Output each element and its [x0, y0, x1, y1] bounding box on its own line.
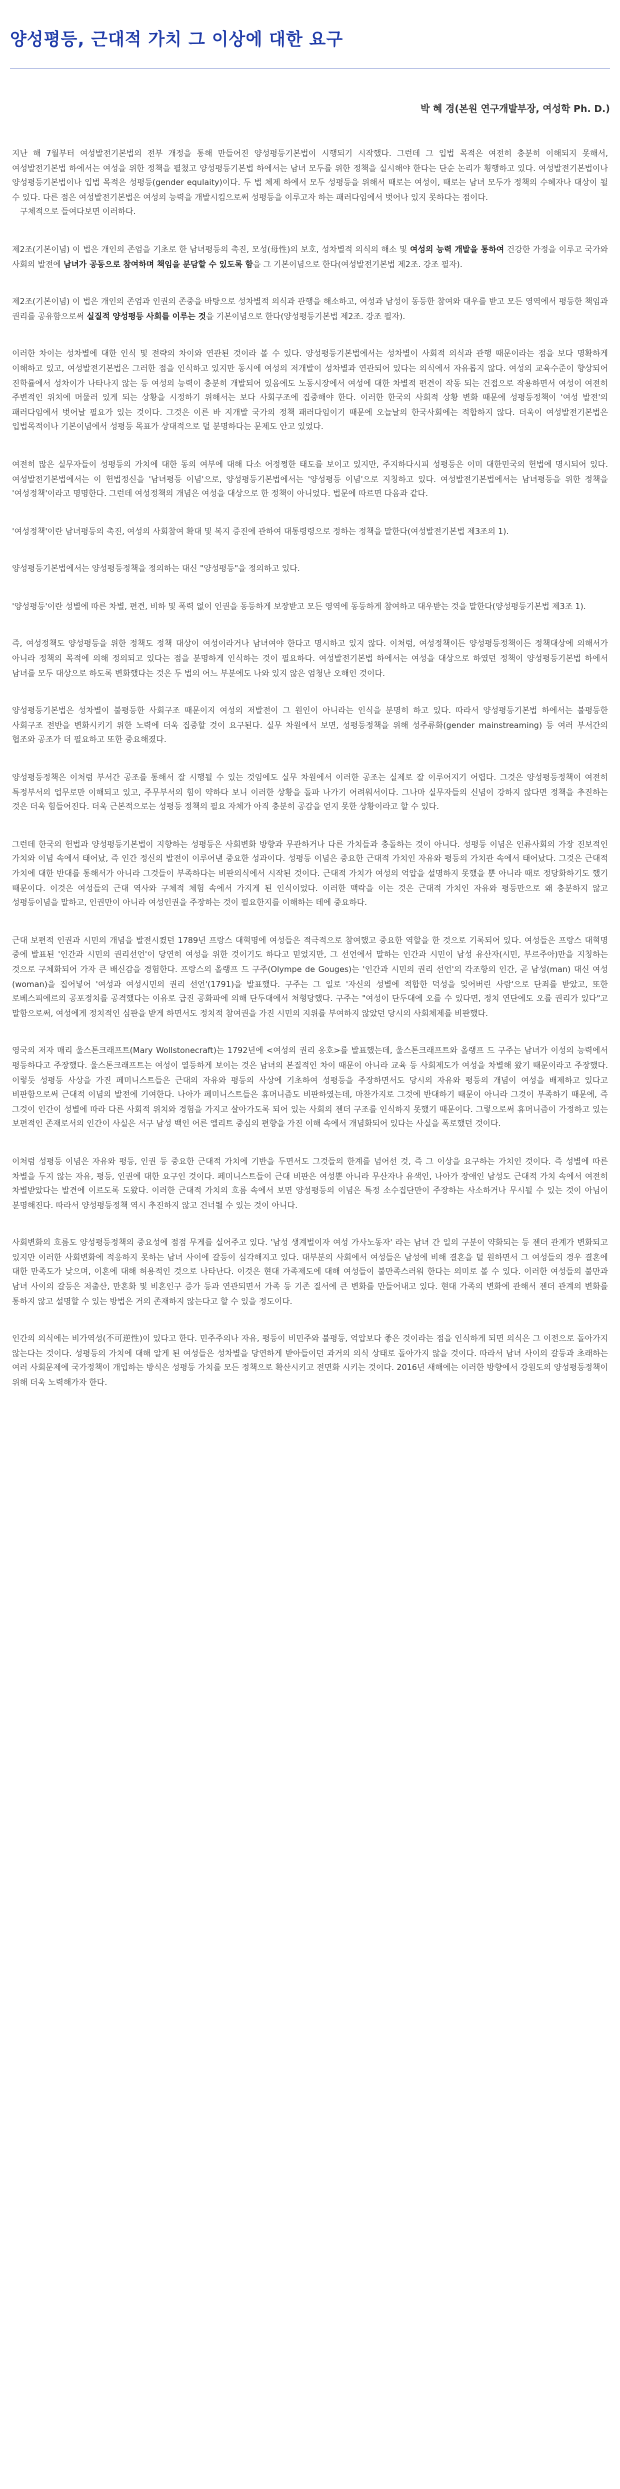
paragraph: [12, 347, 608, 435]
paragraph: [12, 562, 608, 577]
paragraph-text: 구체적으로 들여다보면 이러하다.: [20, 207, 136, 217]
paragraph-text: 영국의 저자 매리 울스톤크래프트(Mary Wollstonecraft)는 1792년에 <여성의 권리 옹호>를 발표했는데, 울스톤크래프트와 올랭프 드 구주는 남녀가 이성의 능력에서 평등하다고 주장했다. 울스톤크래프트는 여성이 열등하게 보이는 것은 남녀의 본질적인 차이 때문이 아니라 교육 등 사회제도가 여성을 차별해 왔기 때문이라고 주장했다. 이렇듯 성평등 사상을 가진 페미니스트들은 근대의 자유와 평등의 사상에 기초하여 성평등을 주장하면서도 당시의 자유와 평등의 개념이 여성을 배제하고 있다고 비판함으로써 근대적 이념의 발전에 기여한다. 나아가 페미니스트들은 휴머니즘도 비판하였는데, 마찬가지로 그것에 반대하기 때문이 아니라 그것이 부족하기 때문에, 즉 그것이 인간이 성별에 따라 다른 사회적 위치와 경험을 가지고 살아가도록 되어 있는 사회의 젠더 구조를 인식하지 못했기 때문이다. 그렇으로써 휴머니즘이 가정하고 있는 보편적인 존재로서의 인간이 사실은 서구 남성 백인 어른 엘리트 중심의 편향을 가진 이해 속에서 개념화되어 있다는 사실을 폭로했던 것이다.: [12, 1046, 608, 1129]
paragraph-text: 근대 보편적 인권과 시민의 개념을 발전시켰던 1789년 프랑스 대혁명에 여성들은 적극적으로 참여했고 중요한 역할을 한 것으로 기록되어 있다. 여성들은 프랑스 대혁명 중에 발표된 '인간과 시민의 권리선언'이 당연히 여성을 위한 것이기도 하다고 믿었지만, 그 선언에서 말하는 인간과 시민이 남성 유산자(시민, 부르주아)만을 지칭하는 것으로 구체화되어 가자 큰 배신감을 경험한다. 프랑스의 올랭프 드 구주(Olympe de Gouges)는 '인간과 시민의 권리 선언'의 각조항의 인간, 곧 남성(man) 대신 여성(woman)을 집어넣어 '여성과 여성시민의 권리 선언'(1791)을 발표했다. 구주는 그 일로 '자신의 성별에 적합한 덕성을 잊어버린 사람'으로 단죄를 받았고, 또한 로베스피에르의 공포정치를 공격했다는 이유로 급진 공화파에 의해 단두대에서 처형당했다. 구주는 "여성이 단두대에 오를 수 있다면, 정치 연단에도 오를 권리가 있다"고 말함으로써, 여성에게 정치적인 심판을 받게 하면서도 정치적 참여권을 가진 시민의 지위를 부여하지 않았던 당시의 사회체제를 비판했다.: [12, 935, 608, 1018]
paragraph: [12, 771, 608, 815]
paragraph: [12, 1044, 608, 1132]
paragraph-text: 즉, 여성정책도 양성평등을 위한 정책도 정책 대상이 여성이라거나 남녀여야 한다고 명시하고 있지 않다. 이처럼, 여성정책이든 양성평등정책이든 정책대상에 의해서가 아니라 정책의 목적에 의해 정의되고 있다는 점을 분명하게 인식하는 것이 필요하다. 여성발전기본법 하에서는 여성을 대상으로 하였던 정책이 양성평등기본법 하에서 남녀를 모두 대상으로 하도록 변화했다는 것은 두 법의 어느 부분에도 나와 있지 않은 엄청난 오해인 것이다.: [12, 639, 608, 678]
paragraph-text: '여성정책'이란 남녀평등의 촉진, 여성의 사회참여 확대 및 복지 증진에 관하여 대통령령으로 정하는 정책을 말한다(여성발전기본법 제3조의 1).: [12, 526, 509, 536]
paragraph-text: 을 기본이념으로 한다(양성평등기본법 제2조. 강조 필자).: [205, 311, 406, 321]
paragraph: [12, 205, 608, 220]
article-body: [0, 117, 620, 1391]
paragraph-text: 양성평등기본법에서는 양성평등정책을 정의하는 대신 "양성평등"을 정의하고 있다.: [12, 564, 300, 574]
paragraph: [12, 295, 608, 324]
emphasis-text: 남녀가 공동으로 참여하며 책임을 분담할 수 있도록 함: [63, 259, 253, 269]
paragraph: [12, 1155, 608, 1213]
emphasis-text: 여성의 능력 개발을 통하여: [410, 244, 505, 254]
paragraph-text: 양성평등기본법은 성차별이 불평등한 사회구조 때문이지 여성의 저발전이 그 원인이 아니라는 인식을 분명히 하고 있다. 따라서 양성평등기본법 하에서는 불평등한 사회구조 전반을 변화시키기 위한 노력에 더욱 집중할 것이 요구된다. 실무 차원에서 보면, 성평등정책을 위해 성주류화(gender mainstreaming) 등 여러 부서간의 협조와 공조가 더 필요하고 또한 중요해졌다.: [12, 706, 608, 745]
author-byline: 박 혜 경(본원 연구개발부장, 여성학 Ph. D.): [420, 104, 610, 115]
paragraph: [12, 600, 608, 615]
paragraph-text: '양성평등'이란 성별에 따른 차별, 편견, 비하 및 폭력 없이 인권을 동등하게 보장받고 모든 영역에 동등하게 참여하고 대우받는 것을 말한다(양성평등기본법 제3조 1).: [12, 601, 586, 611]
paragraph-text: 그런데 한국의 헌법과 양성평등기본법이 지향하는 성평등은 사회변화 방향과 무관하거나 다른 가치들과 충돌하는 것이 아니다. 성평등 이념은 인류사회의 가장 진보적인 가치와 이념 속에서 태어났, 즉 인간 정신의 발전이 이루어낸 중요한 성과이다. 성평등 이념은 중요한 근대적 가치인 자유와 평등의 가치관 속에서 태어났다. 그것은 근대적 가치에 대한 반대를 통해서가 아니라 그것들이 부족하다는 비판의식에서 시작된 것이다. 근대적 가치가 여성의 억압을 설명하지 못했을 뿐 아니라 때로 정당화하기도 했기 때문이다. 이것은 여성들의 근대 역사와 구체적 체험 속에서 가지게 된 인식이었다. 이러한 맥락을 이는 것은 근대적 가치인 자유와 평등만으로 왜 충분하지 않고 성평등이념을 말하고, 인권만이 아니라 여성인권을 주장하는 것이 필요한지를 이해하는 데에 중요하다.: [12, 839, 608, 908]
paragraph-text: 지난 해 7월부터 여성발전기본법의 전부 개정을 통해 만들어진 양성평등기본법이 시행되기 시작했다. 그런데 그 입법 목적은 여전히 충분히 이해되지 못해서, 여성발전기본법 하에서는 여성을 위한 정책을 펼쳤고 양성평등기본법 하에서는 남녀 모두를 위한 정책을 실시해야 한다는 단순 논리가 횡행하고 있다. 여성발전기본법이나 양성평등기본법이나 입법 목적은 성평등(gender equlaity)이다. 두 법 체제 하에서 모두 성평등을 위해서 때로는 여성이, 때로는 남녀 모두가 정책의 수혜자나 대상이 될 수 있다. 다른 점은 여성발전기본법은 여성의 능력을 개발시킴으로써 성평등을 이루고자 하는 패러다임에서 벗어나 있지 못하다는 점이다.: [12, 149, 608, 202]
paragraph-text: 제2조(기본이념) 이 법은 개인의 존엄을 기초로 한 남녀평등의 촉진, 모성(母性)의 보호, 성차별적 의식의 해소 및: [12, 244, 411, 254]
paragraph: [12, 525, 608, 540]
paragraph-text: 사회변화의 흐름도 양성평등정책의 중요성에 점점 무게를 실어주고 있다. '남성 생계벌이자 여성 가사노동자' 라는 남녀 간 일의 구분이 약화되는 등 젠더 관계가 변화되고 있지만 이러한 사회변화에 적응하지 못하는 남녀 사이에 갈등이 심각해지고 있다. 대부분의 사회에서 여성들은 남성에 비해 결혼을 덜 원하면서 그 여성들의 경우 결혼에 대한 만족도가 낮으며, 이혼에 대해 허용적인 것으로 나타난다. 이것은 현대 가족제도에 대해 여성들이 불만족스러워 한다는 의미로 볼 수 있다. 이러한 여성들의 불만과 남녀 사이의 갈등은 저출산, 만혼화 및 비혼인구 증가 등과 연관되면서 가족 등 기존 질서에 큰 변화를 만들어내고 있다. 현대 가족의 변화에 관해서 젠더 관계의 변화를 통하지 않고 설명할 수 있는 방법은 거의 존재하지 않는다고 할 수 있을 정도이다.: [12, 1238, 608, 1306]
page-title: 양성평등, 근대적 가치 그 이상에 대한 요구: [10, 30, 344, 50]
emphasis-text: 실질적 양성평등 사회를 이루는 것: [86, 311, 206, 321]
header: [0, 0, 620, 69]
paragraph: [12, 1332, 608, 1390]
paragraph: [12, 934, 608, 1022]
paragraph-text: 양성평등정책은 이처럼 부서간 공조를 통해서 잘 시행될 수 있는 것임에도 실무 차원에서 이러한 공조는 실제로 잘 이루어지기 어렵다. 그것은 양성평등정책이 여전히 특정부서의 업무로만 이해되고 있고, 주무부서의 힘이 약하다 보니 이러한 상황을 돌파 나가기 어려워서이다. 그나마 실무자들의 신념이 강하지 않다면 정책을 추진하는 것은 더욱 힘들어진다. 더욱 근본적으로는 성평등 정책의 필요 자체가 아직 충분히 공감을 얻지 못한 상황이라고 할 수 있다.: [12, 773, 608, 812]
paragraph: [12, 243, 608, 272]
paragraph: [12, 1236, 608, 1309]
paragraph-text: 건강한 가정을 이루고 국가와 사회의 발전에: [12, 244, 608, 269]
paragraph-text: 여전히 많은 실무자들이 성평등의 가치에 대한 동의 여부에 대해 다소 어정쩡한 태도를 보이고 있지만, 주지하다시피 성평등은 이미 대한민국의 헌법에 명시되어 있다. 여성발전기본법에서는 이 헌법정신을 '남녀평등 이념'으로, 양성평등기본법에서는 '양성평등 이념'으로 지칭하고 있다. 여성발전기본법에서는 남녀평등을 위한 정책을 '여성정책'이라고 명명한다. 그런데 여성정책의 개념은 여성을 대상으로 한 정책이 아니었다. 법문에 따르면 다음과 같다.: [12, 459, 608, 499]
paragraph-text: 이처럼 성평등 이념은 자유와 평등, 인권 등 중요한 근대적 가치에 기반을 두면서도 그것들의 한계를 넘어선 것, 즉 그 이상을 요구하는 가치인 것이다. 즉 성별에 따른 차별을 두지 않는 자유, 평등, 인권에 대한 요구인 것이다. 페미니스트들이 근대 비판은 여성뿐 아니라 무산자나 유색인, 나아가 장애인 남성도 근대적 가치 속에서 여전히 차별받았다는 발견에 이르도록 도왔다. 이러한 근대적 가치의 흐름 속에서 보면 양성평등의 이념은 특정 소수집단만이 주장하는 사소하거나 무시될 수 있는 것이 아님이 분명해진다. 따라서 양성평등정책 역시 추진하지 않고 건너뛸 수 있는 것이 아니다.: [12, 1156, 608, 1210]
paragraph-text: 을 그 기본이념으로 한다(여성발전기본법 제2조. 강조 필자).: [252, 259, 463, 269]
paragraph: [12, 147, 608, 205]
paragraph: [12, 458, 608, 502]
paragraph-text: 이러한 차이는 성차별에 대한 인식 및 전략의 차이와 연관된 것이라 볼 수 있다. 양성평등기본법에서는 성차별이 사회적 의식과 관행 때문이라는 점을 보다 명확하게 이해하고 있고, 여성발전기본법은 그러한 점을 인식하고 있지만 동시에 여성의 저개발이 성차별과 연관되어 있다는 의식에서 자유롭지 않다. 여성의 교육수준이 향상되어 진학률에서 성차이가 나타나지 않는 등 여성의 능력이 충분히 개발되어 있음에도 노동시장에서 여성에 대한 차별적 편견이 작동 되는 건접으로 작용하면서 여성이 여전히 주변적인 위치에 머물러 있게 되는 상황을 시정하기 위해서는 보다 사회구조에 집중해야 한다. 이러한 한국의 사회적 상황 변화 때문에 성평등정책이 '여성 발전'의 패러다임에서 벗어날 필요가 있는 것이다. 그것은 이른 바 지개발 국가의 정책 패러다임이기 때문에 오늘날의 한국사회에는 적합하지 않다. 더욱이 여성발전기본법은 입법목적이나 기본이념에서 성평등 목표가 상대적으로 덜 분명하다는 문제도 안고 있었다.: [12, 349, 608, 432]
paragraph-text: 제2조(기본이념) 이 법은 개인의 존엄과 인권의 존중을 바탕으로 성차별적 의식과 관행을 해소하고, 여성과 남성이 동등한 참여와 대우를 받고 모든 영역에서 평등한 책임과 권리를 공유함으로써: [12, 297, 608, 321]
paragraph: [12, 838, 608, 911]
paragraph: [12, 704, 608, 748]
paragraph: [12, 637, 608, 681]
title-divider: [10, 68, 610, 69]
paragraph-text: 인간의 의식에는 비가역성(不可逆性)이 있다고 한다. 민주주의나 자유, 평등이 비민주와 불평등, 억압보다 좋은 것이라는 점을 인식하게 되면 의식은 그 이전으로 돌아가지 않는다는 것이다. 성평등의 가치에 대해 알게 된 여성들은 성차별을 당연하게 받아들이던 과거의 의식 상태로 돌아가지 않을 것이다. 따라서 남녀 사이의 갈등과 초래하는 여러 사회문제에 국가정책이 개입하는 방식은 성평등 가치를 모든 정책으로 확산시키고 전면화 시키는 것이다. 2016년 새해에는 이러한 방향에서 강원도의 양성평등정책이 위해 더욱 노력해가자 한다.: [12, 1334, 608, 1388]
